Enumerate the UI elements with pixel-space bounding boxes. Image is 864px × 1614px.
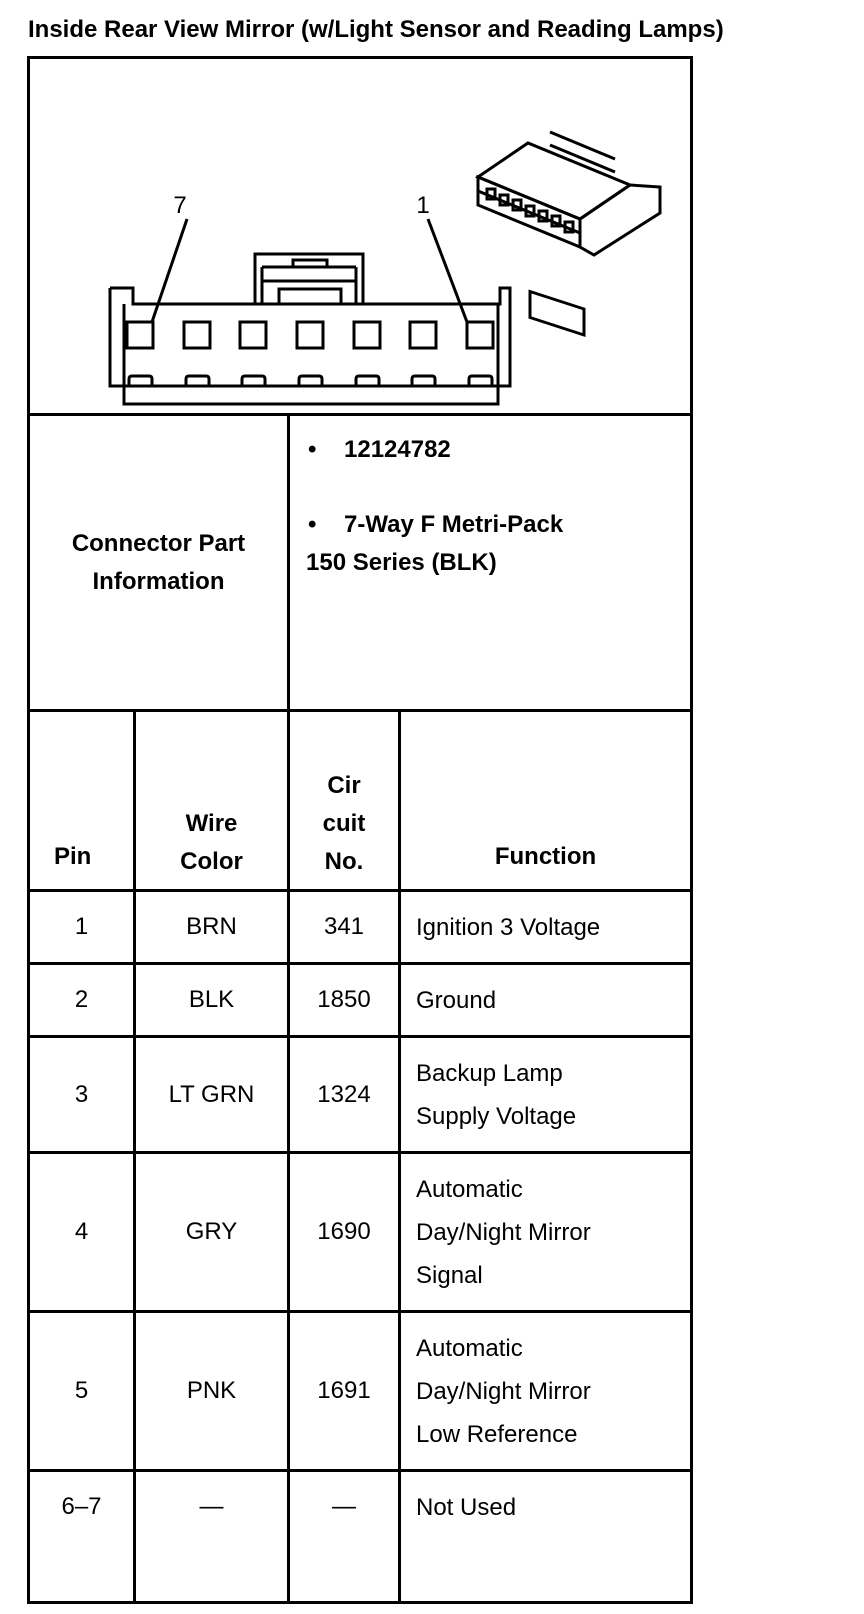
table-cell-function (416, 1038, 686, 1151)
header-circuit-line2: cuit (322, 810, 366, 837)
function-line: Supply Voltage (416, 1102, 577, 1130)
function-line: Day/Night Mirror (416, 1377, 591, 1405)
connector-info-label-line2: Information (92, 567, 225, 595)
table-cell-color: BRN (186, 913, 237, 940)
table-cell-function (416, 965, 686, 1035)
table-cell-function (416, 1472, 686, 1542)
connector-info-label-line1: Connector Part (71, 529, 246, 557)
divider (27, 709, 693, 712)
pin-label-1: 1 (416, 192, 430, 219)
header-circuit-line1: Cir (327, 772, 361, 799)
connector-3d-icon (478, 132, 660, 335)
header-wire-color (136, 805, 287, 881)
header-function: Function (494, 843, 597, 870)
table-cell-color: PNK (186, 1377, 237, 1404)
table-cell-pin: 2 (74, 986, 89, 1013)
table-cell-pin: 5 (74, 1377, 89, 1404)
table-cell-circuit: 341 (323, 913, 365, 940)
connector-diagram (30, 59, 690, 413)
table-cell-pin: 3 (74, 1080, 89, 1108)
part-number: 12124782 (344, 436, 451, 463)
header-circuit-line3: No. (324, 848, 364, 875)
table-cell-circuit: 1690 (317, 1218, 371, 1245)
function-line: Ignition 3 Voltage (416, 913, 601, 941)
function-line: Backup Lamp (416, 1059, 563, 1087)
table-cell-pin: 4 (74, 1218, 89, 1245)
table-cell-circuit: — (332, 1493, 356, 1520)
connector-description-line1: 7-Way F Metri-Pack (344, 511, 564, 538)
pin-label-7: 7 (173, 192, 187, 219)
bullet: • (308, 436, 317, 463)
table-cell-pin: 1 (74, 913, 89, 940)
table-cell-color: BLK (188, 986, 235, 1013)
table-cell-circuit: 1324 (317, 1080, 371, 1108)
header-wire-line1: Wire (185, 810, 238, 837)
table-cell-function (416, 892, 686, 962)
function-line: Day/Night Mirror (416, 1218, 591, 1246)
table-cell-function (416, 1313, 686, 1469)
connector-info-label (30, 416, 287, 709)
table-cell-pin: 6–7 (61, 1493, 102, 1520)
header-circuit-no (290, 767, 398, 881)
page-title: Inside Rear View Mirror (w/Light Sensor and Reading Lamps) (28, 16, 724, 43)
bullet: • (308, 511, 317, 538)
table-cell-circuit: 1850 (317, 986, 371, 1013)
connector-front-view (110, 219, 510, 404)
table-cell-color: GRY (185, 1218, 238, 1245)
connector-description-line2: 150 Series (BLK) (306, 549, 497, 576)
function-line: Automatic (416, 1175, 523, 1203)
header-pin: Pin (54, 843, 92, 870)
function-line: Low Reference (416, 1420, 578, 1448)
function-line: Ground (416, 986, 497, 1014)
function-line: Automatic (416, 1334, 523, 1362)
table-cell-color: LT GRN (168, 1080, 255, 1108)
header-wire-line2: Color (180, 848, 243, 875)
table-cell-function (416, 1154, 686, 1310)
function-line: Not Used (416, 1493, 517, 1521)
table-cell-color: — (199, 1493, 224, 1520)
function-line: Signal (416, 1261, 483, 1289)
table-cell-circuit: 1691 (317, 1377, 371, 1404)
